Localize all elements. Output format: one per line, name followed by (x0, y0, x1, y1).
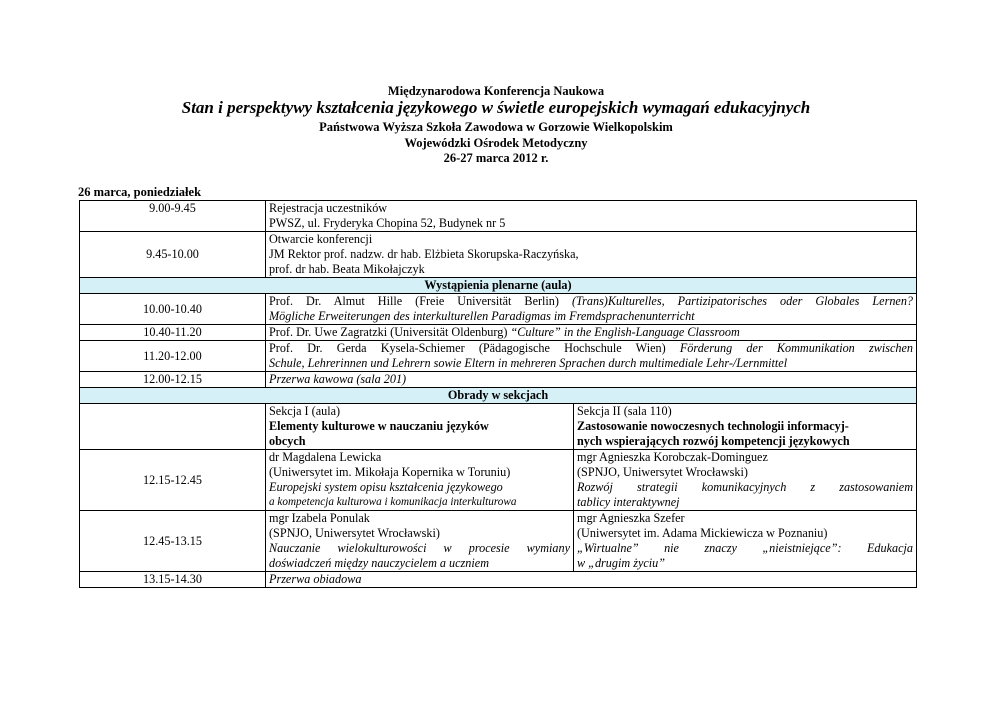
table-row (80, 388, 917, 404)
time-cell (80, 404, 266, 450)
organizer-school: Państwowa Wyższa Szkoła Zawodowa w Gorzowie Wielkopolskim (319, 120, 673, 134)
talk-title: Nauczanie wielokulturowości w procesie wymiany (269, 541, 570, 555)
affiliation: (SPNJO, Uniwersytet Wrocławski) (577, 465, 748, 479)
talk-line (269, 294, 913, 309)
time-cell: 9.45-10.00 (80, 232, 266, 278)
section-1-header (266, 404, 574, 450)
talk-title: tablicy interaktywnej (577, 495, 680, 509)
conference-title: Stan i perspektywy kształcenia językowego w świetle europejskich wymagań edukacyjnych (181, 98, 811, 117)
table-row (80, 294, 917, 325)
plenary-band: Wystąpienia plenarne (aula) (80, 278, 917, 294)
organizer-center: Wojewódzki Ośrodek Metodyczny (404, 136, 588, 150)
section-title: Zastosowanie nowoczesnych technologii informacyj- (577, 419, 849, 433)
affiliation: (Uniwersytet im. Mikołaja Kopernika w Toruniu) (269, 465, 511, 479)
talk-title: “Culture” in the English-Language Classroom (510, 325, 740, 339)
session-cell (266, 511, 574, 572)
section-title: Elementy kulturowe w nauczaniu języków (269, 419, 489, 433)
time-cell: 10.00-10.40 (80, 294, 266, 325)
time-cell: 12.00-12.15 (80, 372, 266, 388)
conference-dates: 26-27 marca 2012 r. (443, 151, 549, 165)
table-row (80, 201, 917, 232)
break-cell: Przerwa kawowa (sala 201) (266, 372, 917, 388)
table-row (80, 341, 917, 372)
break-cell: Przerwa obiadowa (266, 572, 917, 588)
table-row (80, 511, 917, 572)
talk-title: Rozwój strategii komunikacyjnych z zastosowaniem (577, 480, 914, 494)
conference-type: Międzynarodowa Konferencja Naukowa (387, 84, 605, 98)
section-title: nych wspierających rozwój kompetencji językowych (577, 434, 850, 448)
time-cell: 11.20-12.00 (80, 341, 266, 372)
affiliation: (Uniwersytet im. Adama Mickiewicza w Poznaniu) (577, 526, 828, 540)
time-cell: 10.40-11.20 (80, 325, 266, 341)
table-row (80, 372, 917, 388)
talk-title: w „drugim życiu” (577, 556, 666, 570)
event-title: Rejestracja uczestników (269, 201, 388, 215)
session-cell (266, 450, 574, 511)
event-title: Otwarcie konferencji (269, 232, 373, 246)
speaker: Prof. Dr. Gerda Kysela-Schiemer (Pädagogische Hochschule Wien) (269, 341, 680, 355)
event-cell (266, 232, 917, 278)
table-row (80, 325, 917, 341)
talk-cell (266, 325, 917, 341)
time-cell: 9.00-9.45 (80, 201, 266, 232)
session-cell (574, 511, 917, 572)
speaker: Prof. Dr. Uwe Zagratzki (Universität Oldenburg) (269, 325, 511, 339)
table-row (80, 232, 917, 278)
table-row (80, 572, 917, 588)
section-2-header (574, 404, 917, 450)
talk-title-cont: Schule, Lehrerinnen und Lehrern sowie Eltern in mehreren Sprachen durch multimediale Lehr-/Lernmittel (269, 356, 788, 370)
event-location: PWSZ, ul. Fryderyka Chopina 52, Budynek nr 5 (269, 216, 506, 230)
talk-title: a kompetencja kulturowa i komunikacja interkulturowa (269, 496, 517, 508)
talk-cell (266, 294, 917, 325)
table-row (80, 450, 917, 511)
section-label: Sekcja II (sala 110) (577, 404, 672, 418)
schedule-table (79, 200, 917, 588)
talk-title: Europejski system opisu kształcenia językowego (269, 480, 503, 494)
section-label: Sekcja I (aula) (269, 404, 341, 418)
event-speaker: JM Rektor prof. nadzw. dr hab. Elżbieta Skorupska-Raczyńska, (269, 247, 579, 261)
time-cell: 12.45-13.15 (80, 511, 266, 572)
speaker: dr Magdalena Lewicka (269, 450, 382, 464)
table-row (80, 278, 917, 294)
sections-band: Obrady w sekcjach (80, 388, 917, 404)
talk-cell (266, 341, 917, 372)
talk-title: (Trans)Kulturelles, Partizipatorisches oder Globales Lernen? (571, 294, 914, 308)
affiliation: (SPNJO, Uniwersytet Wrocławski) (269, 526, 440, 540)
time-cell: 12.15-12.45 (80, 450, 266, 511)
event-cell (266, 201, 917, 232)
time-cell: 13.15-14.30 (80, 572, 266, 588)
speaker: mgr Agnieszka Korobczak-Dominguez (577, 450, 768, 464)
talk-title-cont: Mögliche Erweiterungen des interkulturellen Paradigmas im Fremdsprachenunterricht (269, 309, 695, 323)
speaker: mgr Agnieszka Szefer (577, 511, 685, 525)
section-title: obcych (269, 434, 306, 448)
talk-title: „Wirtualne” nie znaczy „nieistniejące”: Edukacja (577, 541, 914, 555)
table-row (80, 404, 917, 450)
speaker: Prof. Dr. Almut Hille (Freie Universität Berlin) (269, 294, 572, 308)
talk-title: doświadczeń między nauczycielem a uczniem (269, 556, 489, 570)
day-label: 26 marca, poniedziałek (78, 185, 202, 199)
talk-title: Förderung der Kommunikation zwischen (679, 341, 913, 355)
session-cell (574, 450, 917, 511)
event-speaker: prof. dr hab. Beata Mikołajczyk (269, 262, 425, 276)
speaker: mgr Izabela Ponulak (269, 511, 370, 525)
talk-line (269, 341, 913, 356)
